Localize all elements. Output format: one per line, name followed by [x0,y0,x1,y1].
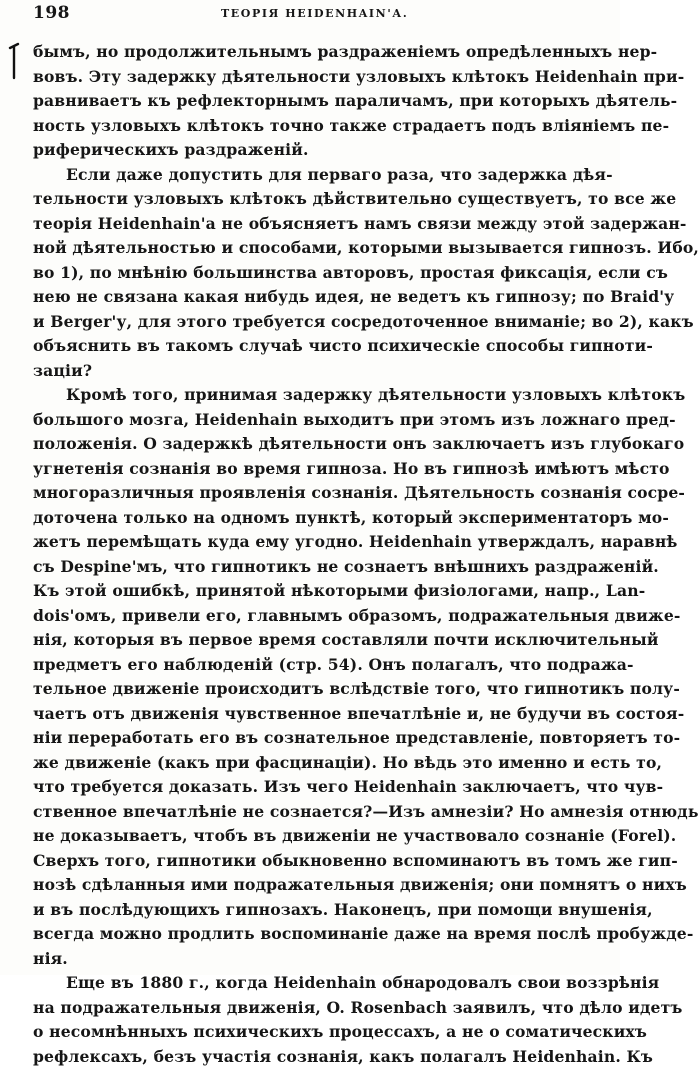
text-line: равниваетъ къ рефлекторнымъ параличамъ, при которыхъ дѣятель- [33,89,598,114]
body-text [33,40,598,1069]
text-line: ной дѣятельностью и способами, которыми вызывается гипнозъ. Ибо, [33,236,598,261]
text-line: ность узловыхъ клѣтокъ точно также страдаетъ подъ вліяніемъ пе- [33,114,598,139]
text-line: о несомнѣнныхъ психическихъ процессахъ, а не о соматическихъ [33,1020,598,1045]
text-line: бымъ, но продолжительнымъ раздраженіемъ опредѣленныхъ нер- [33,40,598,65]
text-line: съ Despine'мъ, что гипнотикъ не сознаетъ внѣшнихъ раздраженій. [33,555,598,580]
text-line: же движеніе (какъ при фасцинаціи). Но вѣдь это именно и есть то, [33,751,598,776]
text-line: многоразличныя проявленія сознанія. Дѣятельность сознанія сосре- [33,481,598,506]
text-line: доточена только на одномъ пунктѣ, который экспериментаторъ мо- [33,506,598,531]
text-line: и въ послѣдующихъ гипнозахъ. Наконецъ, при помощи внушенія, [33,898,598,923]
text-line: Къ этой ошибкѣ, принятой нѣкоторыми физіологами, напр., Lan- [33,579,598,604]
text-line: на подражательныя движенія, O. Rosenbach заявилъ, что дѣло идетъ [33,996,598,1021]
text-line: нія, которыя въ первое время составляли почти исключительный [33,628,598,653]
text-line: предметъ его наблюденій (стр. 54). Онъ полагалъ, что подража- [33,653,598,678]
text-line: жетъ перемѣщать куда ему угодно. Heidenhain утверждалъ, наравнѣ [33,530,598,555]
text-line: Сверхъ того, гипнотики обыкновенно вспоминаютъ въ томъ же гип- [33,849,598,874]
text-line: и Berger'у, для этого требуется сосредоточенное вниманіе; во 2), какъ [33,310,598,335]
text-line: чаетъ отъ движенія чувственное впечатлѣніе и, не будучи въ состоя- [33,702,598,727]
text-line: всегда можно продлить воспоминаніе даже на время послѣ пробужде- [33,922,598,947]
text-line: нозѣ сдѣланныя ими подражательныя движенія; они помнятъ о нихъ [33,873,598,898]
text-line: что требуется доказать. Изъ чего Heidenhain заключаетъ, что чув- [33,775,598,800]
running-title: ТЕОРІЯ HEIDENHAIN'А. [221,7,408,20]
text-line: ственное впечатлѣніе не сознается?—Изъ амнезіи? Но амнезія отнюдь [33,800,598,825]
text-line: положенія. О задержкѣ дѣятельности онъ заключаетъ изъ глубокаго [33,432,598,457]
text-line: ніи переработать его въ сознательное представленіе, повторяетъ то- [33,726,598,751]
text-line: не доказываетъ, чтобъ въ движеніи не участвовало сознаніе (Forel). [33,824,598,849]
text-line: рефлексахъ, безъ участія сознанія, какъ полагалъ Heidenhain. Къ [33,1045,598,1069]
text-line: теорія Heidenhain'а не объясняетъ намъ связи между этой задержан- [33,212,598,237]
text-line: объяснить въ такомъ случаѣ чисто психическіе способы гипноти- [33,334,598,359]
text-line: нія. [33,947,598,972]
text-line: риферическихъ раздраженій. [33,138,598,163]
text-line: угнетенія сознанія во время гипноза. Но въ гипнозѣ имѣютъ мѣсто [33,457,598,482]
page-number: 198 [33,3,70,23]
margin-pencil-mark [6,42,22,80]
text-line: Если даже допустить для перваго раза, что задержка дѣя- [33,163,598,188]
text-line: dois'омъ, привели его, главнымъ образомъ, подражательныя движе- [33,604,598,629]
text-line: тельное движеніе происходитъ вслѣдствіе того, что гипнотикъ полу- [33,677,598,702]
page-header [33,3,595,25]
text-line: Кромѣ того, принимая задержку дѣятельности узловыхъ клѣтокъ [33,383,598,408]
paragraph [33,163,598,384]
text-line: вовъ. Эту задержку дѣятельности узловыхъ клѣтокъ Heidenhain при- [33,65,598,90]
paragraph [33,383,598,971]
text-line: нею не связана какая нибудь идея, не ведетъ къ гипнозу; по Braid'у [33,285,598,310]
paragraph [33,971,598,1069]
text-line: заціи? [33,359,598,384]
text-line: во 1), по мнѣнію большинства авторовъ, простая фиксація, если съ [33,261,598,286]
text-line: Еще въ 1880 г., когда Heidenhain обнародовалъ свои воззрѣнія [33,971,598,996]
text-line: тельности узловыхъ клѣтокъ дѣйствительно существуетъ, то все же [33,187,598,212]
paragraph [33,40,598,163]
text-line: большого мозга, Heidenhain выходитъ при этомъ изъ ложнаго пред- [33,408,598,433]
